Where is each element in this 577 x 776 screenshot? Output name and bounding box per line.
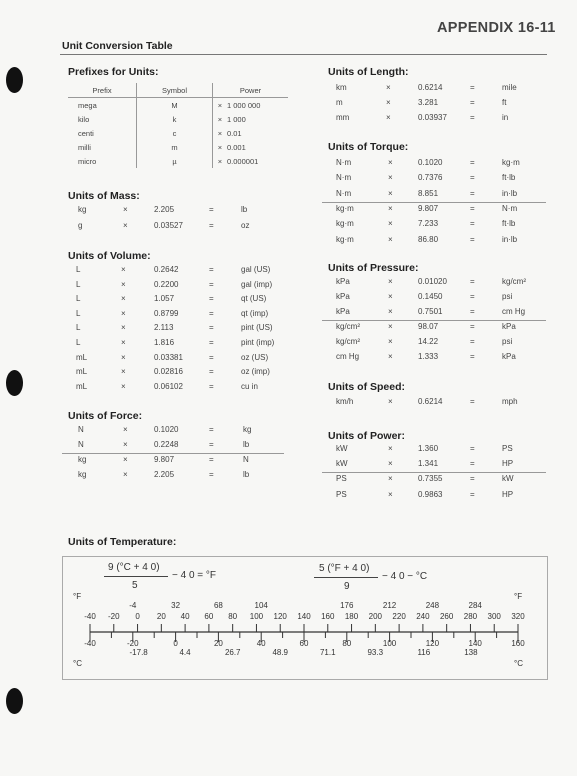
unit-to: lb xyxy=(243,440,250,449)
celsius-key-label: 71.1 xyxy=(319,648,336,657)
factor: 3.281 xyxy=(418,98,439,107)
unit-to: oz (imp) xyxy=(241,367,270,377)
times-sign: × xyxy=(123,470,128,479)
times-sign: × xyxy=(388,277,393,286)
factor: 7.233 xyxy=(418,219,439,229)
unit-from: L xyxy=(76,338,81,347)
fahrenheit-key-label: -4 xyxy=(129,601,137,610)
fahrenheit-tick-label: 80 xyxy=(228,612,238,621)
power-heading: Units of Power: xyxy=(328,430,406,442)
fahrenheit-tick-label: 100 xyxy=(249,612,264,621)
unit-to: kg·m xyxy=(502,158,520,167)
equals-sign: = xyxy=(470,337,475,346)
length-heading: Units of Length: xyxy=(328,66,409,78)
celsius-tick-label: 40 xyxy=(256,639,266,648)
times-sign: × xyxy=(123,205,128,214)
fahrenheit-tick-label: 320 xyxy=(511,612,525,621)
unit-from: L xyxy=(76,265,81,274)
times-sign: × xyxy=(121,279,126,289)
formula-left-tail: − 4 0 = °F xyxy=(172,570,217,581)
unit-to: pint (imp) xyxy=(241,338,275,347)
celsius-tick-label: -40 xyxy=(84,639,96,648)
times-cell: × xyxy=(217,142,223,152)
factor: 0.1020 xyxy=(154,425,179,434)
factor: 1.816 xyxy=(154,338,175,347)
times-sign: × xyxy=(388,234,393,244)
unit-from: mL xyxy=(76,367,88,377)
fahrenheit-label-left: °F xyxy=(73,592,82,601)
power-cell: 0.000001 xyxy=(227,156,259,166)
symbol-cell: k xyxy=(137,112,213,126)
unit-from: kg xyxy=(78,455,87,464)
unit-from: kPa xyxy=(336,307,350,316)
unit-to: qt (imp) xyxy=(241,308,269,318)
times-sign: × xyxy=(386,98,391,107)
fahrenheit-tick-label: 160 xyxy=(321,612,335,621)
torque-heading: Units of Torque: xyxy=(328,141,409,153)
unit-to: mile xyxy=(502,83,517,92)
equals-sign: = xyxy=(209,367,214,377)
volume-heading: Units of Volume: xyxy=(68,250,151,262)
fahrenheit-label-right: °F xyxy=(514,592,523,601)
equals-sign: = xyxy=(470,489,475,499)
equals-sign: = xyxy=(209,308,214,318)
times-sign: × xyxy=(121,367,126,377)
times-cell: × xyxy=(217,128,223,138)
equals-sign: = xyxy=(470,113,475,122)
unit-to: HP xyxy=(502,489,514,499)
equals-sign: = xyxy=(470,352,475,361)
times-sign: × xyxy=(388,173,393,183)
factor: 0.2642 xyxy=(154,265,179,274)
factor: 1.057 xyxy=(154,294,175,304)
force-heading: Units of Force: xyxy=(68,410,143,422)
unit-from: m xyxy=(336,98,343,107)
equals-sign: = xyxy=(470,397,475,406)
fahrenheit-key-label: 104 xyxy=(254,601,268,610)
power-cell: 1 000 xyxy=(227,114,246,124)
unit-to: kg xyxy=(243,425,252,434)
prefix-cell: kilo xyxy=(68,112,137,126)
equals-sign: = xyxy=(470,188,475,198)
unit-to: ft·lb xyxy=(502,173,516,183)
unit-from: kg·m xyxy=(336,203,354,213)
equals-sign: = xyxy=(209,455,214,464)
equals-sign: = xyxy=(209,425,214,434)
unit-from: kg/cm² xyxy=(336,337,360,346)
symbol-cell: c xyxy=(137,126,213,140)
unit-to: in·lb xyxy=(502,188,518,198)
factor: 0.2200 xyxy=(154,279,179,289)
equals-sign: = xyxy=(470,292,475,301)
page-title: Unit Conversion Table xyxy=(62,40,173,52)
times-cell: × xyxy=(217,114,223,124)
unit-from: mL xyxy=(76,381,88,391)
formula-right-denominator: 9 xyxy=(344,581,350,592)
fahrenheit-tick-label: 40 xyxy=(180,612,190,621)
unit-to: kPa xyxy=(502,322,516,331)
factor: 0.8799 xyxy=(154,308,179,318)
equals-sign: = xyxy=(470,83,475,92)
power-cell: 1 000 000 xyxy=(227,100,261,110)
fahrenheit-tick-label: -20 xyxy=(107,612,120,621)
fahrenheit-key-label: 68 xyxy=(213,601,223,610)
unit-to: kW xyxy=(502,474,514,484)
factor: 2.205 xyxy=(154,470,175,479)
unit-from: mL xyxy=(76,352,88,362)
times-cell: × xyxy=(217,156,223,166)
unit-from: PS xyxy=(336,489,347,499)
appendix-label: APPENDIX 16-11 xyxy=(437,20,556,36)
equals-sign: = xyxy=(209,294,214,304)
fahrenheit-key-label: 176 xyxy=(340,601,354,610)
times-sign: × xyxy=(123,440,128,449)
formula-right-tail: − 4 0 − °C xyxy=(382,571,428,582)
unit-to: ft·lb xyxy=(502,219,516,229)
fahrenheit-tick-label: 220 xyxy=(392,612,406,621)
factor: 86.80 xyxy=(418,234,439,244)
equals-sign: = xyxy=(470,203,475,213)
factor: 98.07 xyxy=(418,322,439,331)
equals-sign: = xyxy=(470,234,475,244)
fahrenheit-tick-label: 60 xyxy=(204,612,214,621)
times-sign: × xyxy=(121,323,126,333)
factor: 0.9863 xyxy=(418,489,443,499)
fahrenheit-key-label: 284 xyxy=(468,601,482,610)
times-sign: × xyxy=(388,337,393,346)
times-sign: × xyxy=(123,455,128,464)
unit-to: ft xyxy=(502,98,507,107)
power-cell: 0.01 xyxy=(227,128,242,138)
equals-sign: = xyxy=(470,277,475,286)
times-sign: × xyxy=(386,83,391,92)
unit-to: oz (US) xyxy=(241,352,269,362)
fahrenheit-tick-label: 180 xyxy=(344,612,359,621)
times-sign: × xyxy=(388,444,393,453)
fahrenheit-tick-label: 120 xyxy=(273,612,287,621)
fahrenheit-key-label: 212 xyxy=(382,601,397,610)
factor: 8.851 xyxy=(418,188,439,198)
celsius-key-label: 138 xyxy=(464,648,478,657)
equals-sign: = xyxy=(470,474,475,484)
unit-to: mph xyxy=(502,397,518,406)
celsius-tick-label: 140 xyxy=(468,639,482,648)
unit-to: cu in xyxy=(241,381,258,391)
symbol-cell: M xyxy=(137,98,213,113)
unit-from: km/h xyxy=(336,397,354,406)
celsius-label-left: °C xyxy=(73,659,82,668)
fahrenheit-tick-label: -40 xyxy=(84,612,96,621)
unit-to: N·m xyxy=(502,203,518,213)
fahrenheit-key-label: 248 xyxy=(425,601,440,610)
celsius-tick-label: 0 xyxy=(173,639,178,648)
factor: 1.360 xyxy=(418,444,439,453)
celsius-key-label: -17.8 xyxy=(129,648,148,657)
factor: 9.807 xyxy=(418,203,439,213)
formula-left-numerator: 9 (°C + 4 0) xyxy=(108,562,160,573)
unit-from: L xyxy=(76,308,81,318)
unit-from: g xyxy=(78,220,83,230)
unit-from: N·m xyxy=(336,173,352,183)
factor: 9.807 xyxy=(154,455,175,464)
unit-from: N·m xyxy=(336,158,352,167)
factor: 2.113 xyxy=(154,323,174,333)
unit-from: cm Hg xyxy=(336,352,360,361)
factor: 0.02816 xyxy=(154,367,183,377)
times-sign: × xyxy=(121,294,126,304)
formula-right-numerator: 5 (°F + 4 0) xyxy=(319,563,370,574)
fahrenheit-tick-label: 240 xyxy=(416,612,430,621)
pressure-heading: Units of Pressure: xyxy=(328,262,419,274)
times-cell: × xyxy=(217,100,223,110)
equals-sign: = xyxy=(209,338,214,347)
celsius-tick-label: 100 xyxy=(382,639,397,648)
unit-from: kW xyxy=(336,444,348,453)
factor: 1.341 xyxy=(418,459,439,469)
unit-from: kPa xyxy=(336,292,350,301)
times-sign: × xyxy=(121,338,126,347)
factor: 0.7355 xyxy=(418,474,443,484)
factor: 0.06102 xyxy=(154,381,183,391)
celsius-key-label: 4.4 xyxy=(179,648,191,657)
equals-sign: = xyxy=(470,322,475,331)
factor: 0.1020 xyxy=(418,158,443,167)
unit-from: L xyxy=(76,294,81,304)
unit-to: lb xyxy=(243,470,250,479)
unit-to: psi xyxy=(502,292,513,301)
unit-from: mm xyxy=(336,113,350,122)
factor: 0.7501 xyxy=(418,307,443,316)
prefix-cell: micro xyxy=(68,154,137,168)
symbol-column-header: Symbol xyxy=(137,83,213,98)
power-cell: 0.001 xyxy=(227,142,246,152)
unit-to: psi xyxy=(502,337,513,346)
times-sign: × xyxy=(388,219,393,229)
temperature-heading: Units of Temperature: xyxy=(68,536,177,548)
fahrenheit-tick-label: 200 xyxy=(368,612,382,621)
unit-from: PS xyxy=(336,474,347,484)
celsius-tick-label: 120 xyxy=(425,639,440,648)
times-sign: × xyxy=(388,158,393,167)
celsius-key-label: 26.7 xyxy=(224,648,241,657)
unit-from: N xyxy=(78,425,84,434)
times-sign: × xyxy=(121,308,126,318)
factor: 0.03381 xyxy=(154,352,183,362)
prefix-cell: milli xyxy=(68,140,137,154)
times-sign: × xyxy=(121,352,126,362)
prefix-cell: mega xyxy=(68,98,137,113)
fahrenheit-tick-label: 260 xyxy=(439,612,454,621)
celsius-key-label: 116 xyxy=(417,648,431,657)
times-sign: × xyxy=(123,220,128,230)
equals-sign: = xyxy=(470,459,475,469)
fahrenheit-tick-label: 20 xyxy=(156,612,166,621)
factor: 0.03937 xyxy=(418,113,447,122)
celsius-tick-label: 20 xyxy=(213,639,223,648)
fahrenheit-key-label: 32 xyxy=(171,601,181,610)
times-sign: × xyxy=(388,203,393,213)
unit-to: lb xyxy=(241,205,248,214)
factor: 2.205 xyxy=(154,205,175,214)
unit-to: cm Hg xyxy=(502,307,526,316)
celsius-tick-label: -20 xyxy=(127,639,139,648)
factor: 0.6214 xyxy=(418,83,443,92)
fahrenheit-tick-label: 0 xyxy=(135,612,140,621)
equals-sign: = xyxy=(470,173,475,183)
unit-to: HP xyxy=(502,459,514,469)
unit-from: kg·m xyxy=(336,219,354,229)
times-sign: × xyxy=(388,459,393,469)
equals-sign: = xyxy=(470,158,475,167)
unit-to: oz xyxy=(241,220,250,230)
speed-heading: Units of Speed: xyxy=(328,381,406,393)
times-sign: × xyxy=(121,265,126,274)
unit-to: in·lb xyxy=(502,234,518,244)
equals-sign: = xyxy=(209,220,214,230)
equals-sign: = xyxy=(209,323,214,333)
unit-to: kg/cm² xyxy=(502,277,526,286)
equals-sign: = xyxy=(209,265,214,274)
unit-to: gal (imp) xyxy=(241,279,273,289)
unit-from: N·m xyxy=(336,188,352,198)
fahrenheit-tick-label: 280 xyxy=(463,612,478,621)
celsius-tick-label: 60 xyxy=(299,639,309,648)
unit-to: pint (US) xyxy=(241,323,273,333)
factor: 0.7376 xyxy=(418,173,443,183)
celsius-label-right: °C xyxy=(514,659,523,668)
celsius-key-label: 48.9 xyxy=(272,648,289,657)
unit-from: kPa xyxy=(336,277,350,286)
times-sign: × xyxy=(388,352,393,361)
times-sign: × xyxy=(123,425,128,434)
factor: 0.2248 xyxy=(154,440,179,449)
equals-sign: = xyxy=(470,307,475,316)
times-sign: × xyxy=(388,322,393,331)
unit-to: qt (US) xyxy=(241,294,267,304)
unit-from: kg xyxy=(78,205,87,214)
factor: 0.1450 xyxy=(418,292,443,301)
celsius-key-label: 93.3 xyxy=(367,648,384,657)
unit-from: L xyxy=(76,279,81,289)
power-column-header: Power xyxy=(213,83,289,98)
unit-from: kg/cm² xyxy=(336,322,360,331)
times-sign: × xyxy=(388,474,393,484)
unit-from: L xyxy=(76,323,81,333)
equals-sign: = xyxy=(209,440,214,449)
mass-heading: Units of Mass: xyxy=(68,190,140,202)
equals-sign: = xyxy=(209,205,214,214)
prefix-cell: centi xyxy=(68,126,137,140)
equals-sign: = xyxy=(470,98,475,107)
unit-from: kg·m xyxy=(336,234,354,244)
equals-sign: = xyxy=(209,352,214,362)
equals-sign: = xyxy=(209,279,214,289)
formula-left-denominator: 5 xyxy=(132,580,138,591)
factor: 14.22 xyxy=(418,337,439,346)
fahrenheit-tick-label: 300 xyxy=(487,612,501,621)
times-sign: × xyxy=(388,307,393,316)
fahrenheit-tick-label: 140 xyxy=(297,612,311,621)
prefix-column-header: Prefix xyxy=(68,83,137,98)
symbol-cell: m xyxy=(137,140,213,154)
unit-from: km xyxy=(336,83,347,92)
unit-to: in xyxy=(502,113,509,122)
unit-from: kW xyxy=(336,459,348,469)
celsius-tick-label: 160 xyxy=(511,639,525,648)
unit-to: gal (US) xyxy=(241,265,271,274)
unit-from: kg xyxy=(78,470,87,479)
unit-to: PS xyxy=(502,444,513,453)
equals-sign: = xyxy=(209,470,214,479)
times-sign: × xyxy=(388,397,393,406)
times-sign: × xyxy=(388,188,393,198)
prefixes-heading: Prefixes for Units: xyxy=(68,66,159,78)
factor: 0.6214 xyxy=(418,397,443,406)
times-sign: × xyxy=(386,113,391,122)
times-sign: × xyxy=(388,292,393,301)
equals-sign: = xyxy=(470,444,475,453)
factor: 1.333 xyxy=(418,352,439,361)
equals-sign: = xyxy=(470,219,475,229)
unit-to: N xyxy=(243,455,249,464)
times-sign: × xyxy=(388,489,393,499)
unit-from: N xyxy=(78,440,84,449)
unit-to: kPa xyxy=(502,352,516,361)
symbol-cell: µ xyxy=(137,154,213,168)
equals-sign: = xyxy=(209,381,214,391)
factor: 0.03527 xyxy=(154,220,183,230)
factor: 0.01020 xyxy=(418,277,447,286)
celsius-tick-label: 80 xyxy=(342,639,352,648)
times-sign: × xyxy=(121,381,126,391)
